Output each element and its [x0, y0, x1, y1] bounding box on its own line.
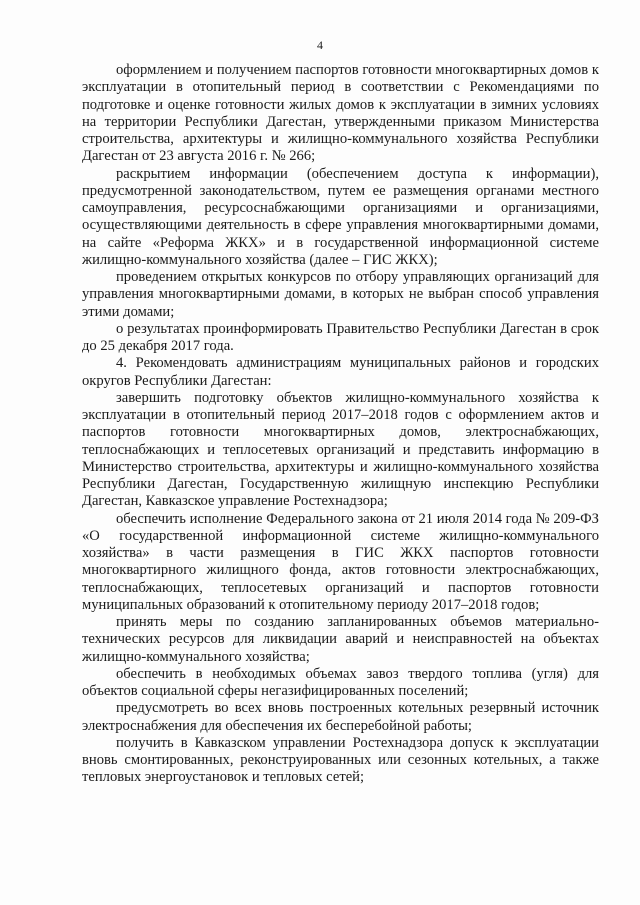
paragraph-passport-readiness: оформлением и получением паспортов готовности многоквартирных домов к эксплуатации в отопительный период в соответствии с Рекомендациями по подготовке и оценке готовности жилых домов к эксплуатации в зимних условиях на территории Республики Дагестан, утвержденными приказом Министерства строительства, архитектуры и жилищно-коммунального хозяйства Республики Дагестан от 23 августа 2016 г. № 266; — [82, 62, 599, 165]
paragraph-solid-fuel: обеспечить в необходимых объемах завоз твердого топлива (угля) для объектов социальной сферы негазифицированных поселений; — [82, 665, 599, 699]
paragraph-information-disclosure: раскрытием информации (обеспечением доступа к информации), предусмотренной законодательством, путем ее размещения органами местного самоуправления, ресурсоснабжающими организациями и организациями, осуществляющими деятельность в сфере управления многоквартирными домами, на сайте «Реформа ЖКХ» и в государственной информационной системе жилищно-коммунального хозяйства (далее – ГИС ЖКХ); — [82, 165, 599, 268]
paragraph-rostekhnadzor-permit: получить в Кавказском управлении Ростехнадзора допуск к эксплуатации вновь смонтированных, реконструированных или сезонных котельных, а также тепловых энергоустановок и тепловых сетей; — [82, 734, 599, 786]
paragraph-complete-preparation: завершить подготовку объектов жилищно-коммунального хозяйства к эксплуатации в отопительный период 2017–2018 годов с оформлением актов и паспортов готовности многоквартирных домов, электроснабжающих, теплоснабжающих и теплосетевых организаций и представить информацию в Министерство строительства, архитектуры и жилищно-коммунального хозяйства Республики Дагестан, Государственную жилищную инспекцию Республики Дагестан, Кавказское управление Ростехнадзора; — [82, 389, 599, 510]
paragraph-backup-power: предусмотреть во всех вновь построенных котельных резервный источник электроснабжения для обеспечения их бесперебойной работы; — [82, 700, 599, 734]
paragraph-item-4: 4. Рекомендовать администрациям муниципальных районов и городских округов Республики Дагестан: — [82, 355, 599, 389]
paragraph-federal-law: обеспечить исполнение Федерального закона от 21 июля 2014 года № 209-ФЗ «О государственной информационной системе жилищно-коммунального хозяйства» в части размещения в ГИС ЖКХ паспортов готовности многоквартирного жилищного фонда, актов готовности электроснабжающих, теплоснабжающих, теплосетевых организаций и паспортов готовности муниципальных образований к отопительному периоду 2017–2018 годов; — [82, 510, 599, 613]
paragraph-open-tenders: проведением открытых конкурсов по отбору управляющих организаций для управления многоквартирными домами, в которых не выбран способ управления этими домами; — [82, 269, 599, 320]
page-number: 4 — [317, 38, 323, 52]
paragraph-material-resources: принять меры по созданию запланированных объемов материально-технических ресурсов для ликвидации аварий и неисправностей на объектах жилищно-коммунального хозяйства; — [82, 614, 599, 665]
document-body — [82, 62, 599, 787]
paragraph-report-results: о результатах проинформировать Правительство Республики Дагестан в срок до 25 декабря 2017 года. — [82, 320, 599, 354]
